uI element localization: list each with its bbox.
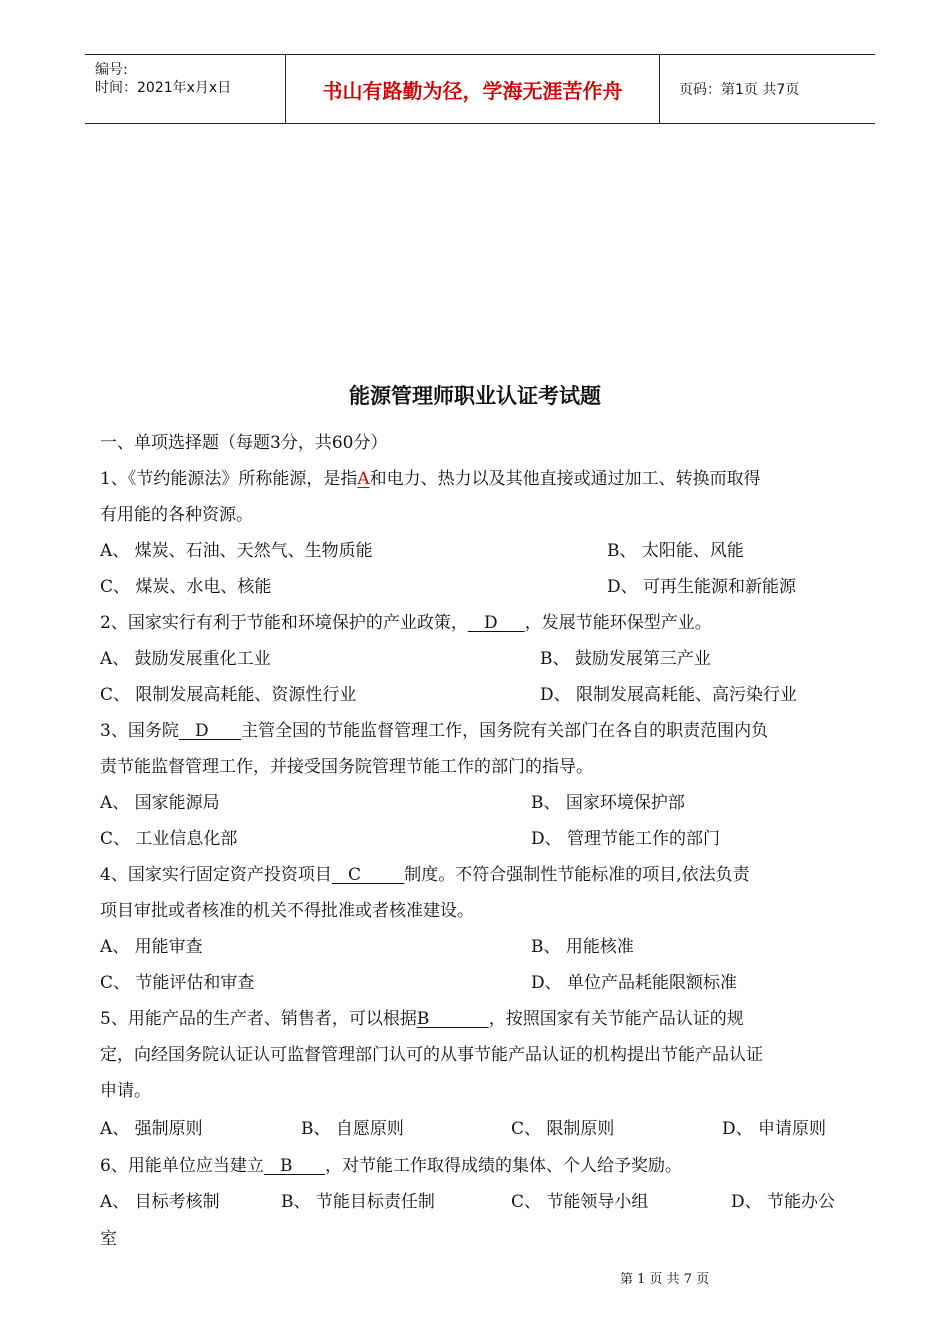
option-d: D、 限制发展高耗能、高污染行业 bbox=[540, 685, 798, 705]
option-a: A、 用能审查 bbox=[100, 937, 203, 957]
question-5: 5、用能产品的生产者、销售者，可以根据B ，按照国家有关节能产品认证的规 bbox=[100, 1009, 744, 1029]
option-b: B、 自愿原则 bbox=[301, 1119, 404, 1139]
question-5-cont-2: 申请。 bbox=[100, 1081, 151, 1101]
option-a: A、 目标考核制 bbox=[100, 1192, 220, 1212]
option-d-wrap: 室 bbox=[100, 1229, 117, 1249]
page-label: 页码：第1页 共7页 bbox=[679, 82, 800, 98]
question-5-cont: 定，向经国务院认证认可监督管理部门认可的从事节能产品认证的机构提出节能产品认证 bbox=[100, 1045, 763, 1065]
question-4: 4、国家实行固定资产投资项目 C 制度。不符合强制性节能标准的项目,依法负责 bbox=[100, 865, 750, 885]
question-3-cont: 责节能监督管理工作，并接受国务院管理节能工作的部门的指导。 bbox=[100, 757, 593, 777]
question-6: 6、用能单位应当建立 B ，对节能工作取得成绩的集体、个人给予奖励。 bbox=[100, 1156, 682, 1176]
option-c: C、 节能评估和审查 bbox=[100, 973, 255, 993]
option-a: A、 煤炭、石油、天然气、生物质能 bbox=[100, 541, 373, 561]
header-meta-cell bbox=[85, 55, 286, 123]
option-b: B、 节能目标责任制 bbox=[281, 1192, 435, 1212]
option-d: D、 管理节能工作的部门 bbox=[531, 829, 721, 849]
option-b: B、 国家环境保护部 bbox=[531, 793, 685, 813]
option-b: B、 用能核准 bbox=[531, 937, 634, 957]
header-table bbox=[85, 54, 875, 124]
answer-blank: C bbox=[331, 865, 405, 885]
question-3: 3、国务院 D 主管全国的节能监督管理工作，国务院有关部门在各自的职责范围内负 bbox=[100, 721, 769, 741]
section-heading: 一、单项选择题（每题3分，共60分） bbox=[100, 433, 388, 453]
answer-blank: D bbox=[178, 721, 242, 741]
option-a: A、 国家能源局 bbox=[100, 793, 220, 813]
answer-blank: A bbox=[357, 469, 370, 489]
option-b: B、 鼓励发展第三产业 bbox=[540, 649, 711, 669]
option-c: C、 节能领导小组 bbox=[511, 1192, 649, 1212]
page-footer: 第 1 页 共 7 页 bbox=[620, 1272, 710, 1287]
option-c: C、 煤炭、水电、核能 bbox=[100, 577, 272, 597]
answer-blank: B bbox=[416, 1009, 489, 1029]
answer-blank: D bbox=[467, 613, 525, 633]
option-c: C、 限制发展高耗能、资源性行业 bbox=[100, 685, 357, 705]
option-a: A、 强制原则 bbox=[100, 1119, 203, 1139]
option-c: C、 工业信息化部 bbox=[100, 829, 238, 849]
question-1: 1、《节约能源法》所称能源，是指A和电力、热力以及其他直接或通过加工、转换而取得 bbox=[100, 469, 761, 489]
number-label: 编号: bbox=[95, 62, 128, 78]
option-b: B、 太阳能、风能 bbox=[607, 541, 744, 561]
option-a: A、 鼓励发展重化工业 bbox=[100, 649, 271, 669]
header-page-cell bbox=[669, 55, 875, 123]
question-1-cont: 有用能的各种资源。 bbox=[100, 505, 253, 525]
option-d: D、 申请原则 bbox=[722, 1119, 827, 1139]
page-title: 能源管理师职业认证考试题 bbox=[349, 384, 601, 408]
answer-blank: B bbox=[263, 1156, 325, 1176]
option-d: D、 节能办公 bbox=[731, 1192, 836, 1212]
option-d: D、 单位产品耗能限额标准 bbox=[531, 973, 738, 993]
option-c: C、 限制原则 bbox=[511, 1119, 615, 1139]
question-4-cont: 项目审批或者核准的机关不得批准或者核准建设。 bbox=[100, 901, 474, 921]
header-motto: 书山有路勤为径，学海无涯苦作舟 bbox=[286, 55, 660, 123]
time-label: 时间：2021年x月x日 bbox=[95, 80, 232, 96]
question-2: 2、国家实行有利于节能和环境保护的产业政策， D ，发展节能环保型产业。 bbox=[100, 613, 712, 633]
option-d: D、 可再生能源和新能源 bbox=[607, 577, 797, 597]
